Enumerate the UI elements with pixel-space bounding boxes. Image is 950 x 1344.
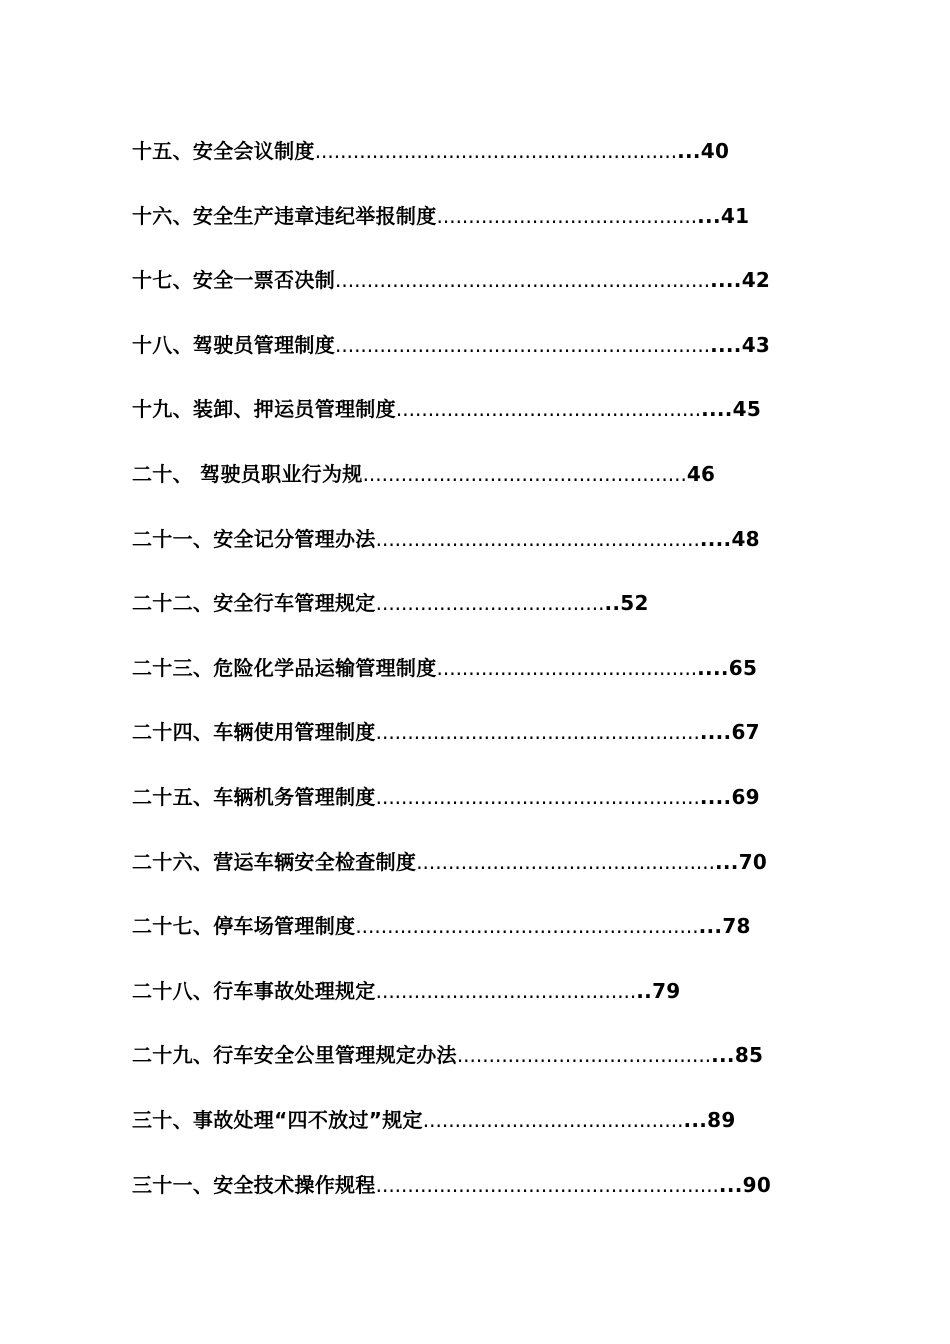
toc-entry[interactable] xyxy=(132,261,852,326)
toc-entry[interactable] xyxy=(132,584,852,649)
toc-entry[interactable] xyxy=(132,326,852,391)
toc-entry-leader: ......................................... xyxy=(436,203,698,228)
toc-entry[interactable] xyxy=(132,390,852,455)
toc-entry-page: 65 xyxy=(728,655,758,680)
toc-entry-leader-bold: .. xyxy=(604,591,621,616)
toc-entry[interactable] xyxy=(132,520,852,585)
toc-entry-leader-bold: ... xyxy=(718,1172,743,1197)
toc-entry-page: 46 xyxy=(686,461,716,486)
toc-entry-title: 十六、安全生产违章违纪举报制度 xyxy=(132,203,437,228)
toc-entry-leader: ................................................... xyxy=(375,720,700,745)
toc-entry-leader: ...................................................... xyxy=(355,914,699,939)
toc-entry-leader-bold: .... xyxy=(699,526,732,551)
toc-entry-title: 二十八、行车事故处理规定 xyxy=(132,978,376,1003)
toc-entry-title: 二十、 驾驶员职业行为规 xyxy=(132,461,363,486)
toc-entry-page: 78 xyxy=(722,914,751,939)
toc-entry-leader: ......................................................... xyxy=(314,139,678,163)
toc-entry-leader-bold: .... xyxy=(697,655,729,680)
toc-entry-page: 52 xyxy=(620,591,649,616)
toc-entry[interactable] xyxy=(132,455,852,520)
toc-entry-page: 90 xyxy=(742,1172,772,1197)
toc-entry-leader: ........................................................... xyxy=(335,268,711,293)
toc-entry-page: 69 xyxy=(731,784,760,809)
toc-entry-leader-bold: ... xyxy=(683,1107,708,1132)
table-of-contents xyxy=(132,132,852,1230)
toc-entry-page: 43 xyxy=(741,332,771,357)
toc-entry-title: 十八、驾驶员管理制度 xyxy=(132,332,335,357)
toc-entry[interactable] xyxy=(132,132,852,197)
toc-entry-title: 三十一、安全技术操作规程 xyxy=(132,1172,376,1197)
toc-entry-leader-bold: .... xyxy=(710,332,742,357)
toc-entry-leader-bold: ... xyxy=(698,914,723,939)
toc-entry-leader-bold: ... xyxy=(715,849,739,874)
toc-entry[interactable] xyxy=(132,713,852,778)
toc-entry-leader-bold: ... xyxy=(677,139,701,163)
toc-entry-leader-bold: ... xyxy=(697,203,721,228)
toc-entry-leader-bold: .... xyxy=(710,268,742,293)
toc-entry-title: 二十九、行车安全公里管理规定办法 xyxy=(132,1043,457,1068)
toc-entry-page: 48 xyxy=(731,526,760,551)
toc-entry[interactable] xyxy=(132,843,852,908)
toc-entry[interactable] xyxy=(132,197,852,262)
toc-entry-leader: ............................................... xyxy=(416,849,716,874)
toc-entry-leader: ................................................ xyxy=(395,397,702,422)
toc-entry-leader: ......................................... xyxy=(375,978,637,1003)
toc-entry-leader: ........................................ xyxy=(456,1043,712,1068)
toc-entry-page: 89 xyxy=(707,1107,736,1132)
toc-entry-leader-bold: .. xyxy=(636,978,653,1003)
toc-entry-title: 二十二、安全行车管理规定 xyxy=(132,591,376,616)
toc-entry-page: 70 xyxy=(738,849,768,874)
toc-entry-leader-bold: ... xyxy=(711,1043,735,1068)
toc-entry-leader: ................................................... xyxy=(362,461,687,486)
toc-entry-page: 40 xyxy=(700,139,730,163)
toc-entry-leader: ........................................................... xyxy=(335,332,711,357)
toc-entry-title: 二十三、危险化学品运输管理制度 xyxy=(132,655,437,680)
toc-entry-page: 45 xyxy=(732,397,762,422)
toc-entry[interactable] xyxy=(132,907,852,972)
toc-entry-title: 二十一、安全记分管理办法 xyxy=(132,526,376,551)
toc-entry-title: 十五、安全会议制度 xyxy=(132,139,315,163)
toc-entry[interactable] xyxy=(132,778,852,843)
toc-entry-title: 十九、装卸、押运员管理制度 xyxy=(132,397,396,422)
toc-entry-title: 二十五、车辆机务管理制度 xyxy=(132,784,376,809)
toc-entry[interactable] xyxy=(132,1036,852,1101)
toc-entry-page: 42 xyxy=(741,268,771,293)
toc-entry-page: 41 xyxy=(720,203,750,228)
toc-entry[interactable] xyxy=(132,1166,852,1231)
toc-entry-title: 三十、事故处理“四不放过”规定 xyxy=(132,1107,423,1132)
toc-entry-leader-bold: .... xyxy=(699,720,732,745)
toc-entry-page: 79 xyxy=(652,978,681,1003)
toc-entry-title: 十七、安全一票否决制 xyxy=(132,268,335,293)
toc-entry-leader: ................................................... xyxy=(375,526,700,551)
toc-entry-leader-bold: .... xyxy=(701,397,733,422)
toc-entry-leader: ................................................... xyxy=(375,784,700,809)
toc-entry-page: 67 xyxy=(731,720,760,745)
toc-entry-leader: ......................................... xyxy=(436,655,698,680)
toc-entry[interactable] xyxy=(132,1101,852,1166)
toc-entry-leader-bold: .... xyxy=(699,784,732,809)
toc-entry-page: 85 xyxy=(734,1043,764,1068)
toc-entry-leader: ...................................................... xyxy=(375,1172,719,1197)
toc-entry-title: 二十六、营运车辆安全检查制度 xyxy=(132,849,417,874)
toc-entry-title: 二十四、车辆使用管理制度 xyxy=(132,720,376,745)
toc-entry[interactable] xyxy=(132,972,852,1037)
toc-entry-title: 二十七、停车场管理制度 xyxy=(132,914,356,939)
toc-entry-leader: .................................... xyxy=(375,591,605,616)
toc-entry[interactable] xyxy=(132,649,852,714)
toc-entry-leader: ......................................... xyxy=(422,1107,684,1132)
